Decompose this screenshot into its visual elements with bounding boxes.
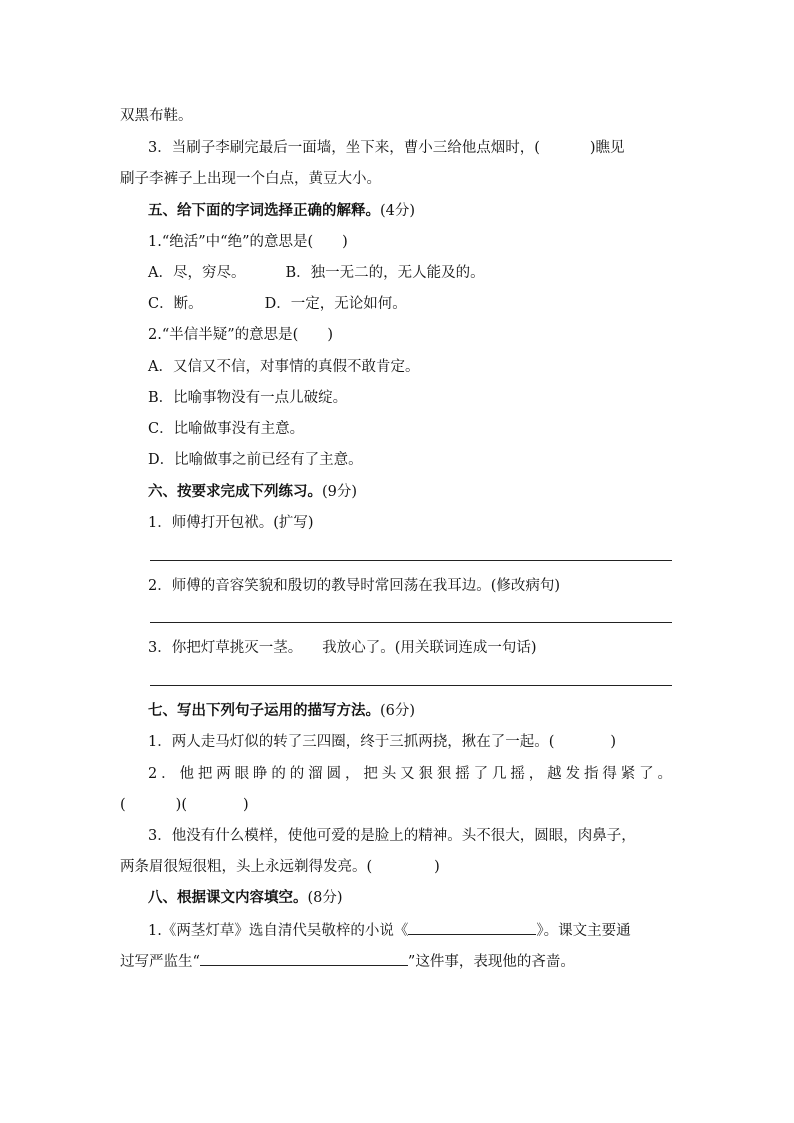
question-6-2: 2．师傅的音容笑貌和殷切的教导时常回荡在我耳边。(修改病句) [148, 578, 561, 594]
question-text: ( [181, 797, 188, 813]
option-b: B．独一无二的，无人能及的。 [285, 265, 485, 281]
question-5-1-options-cd [148, 294, 708, 314]
question-text: 1.《两茎灯草》选自清代吴敬梓的小说《 [148, 923, 409, 939]
section-5-heading [148, 201, 708, 221]
section-title: 五、给下面的字词选择正确的解释。 [148, 202, 380, 219]
section-7-heading [148, 701, 708, 721]
answer-line[interactable] [150, 685, 672, 686]
question-7-2-blanks [120, 795, 680, 815]
answer-line[interactable] [150, 622, 672, 623]
question-text: 》。课文主要通 [536, 923, 631, 939]
question-text: ) [434, 859, 440, 875]
question-8-1-line-1 [148, 920, 708, 941]
question-6-1: 1．师傅打开包袱。(扩写) [148, 515, 314, 531]
question-text: 3．当刷子李刷完最后一面墙，坐下来，曹小三给他点烟时，( [148, 140, 540, 156]
section-6-heading [148, 482, 708, 502]
option-a: A．尽，穷尽。 [148, 265, 246, 281]
option-d: D．比喻做事之前已经有了主意。 [148, 452, 363, 468]
question-7-3-line-1: 3．他没有什么模样，使他可爱的是脸上的精神。头不很大，圆眼，肉鼻子， [148, 828, 636, 844]
question-4-3-line-2: 刷子李裤子上出现一个白点，黄豆大小。 [120, 171, 381, 187]
question-text: 3．你把灯草挑灭一茎。 [148, 640, 303, 656]
section-points: (4分) [380, 203, 416, 219]
question-5-2: 2.“半信半疑”的意思是( ) [148, 327, 333, 343]
question-text: ) [610, 734, 617, 750]
option-b: B．比喻事物没有一点儿破绽。 [148, 390, 348, 406]
question-6-3 [148, 638, 708, 658]
continued-text: 双黑布鞋。 [120, 108, 193, 124]
answer-blank[interactable] [200, 951, 408, 966]
option-d: D．一定，无论如何。 [264, 296, 407, 312]
answer-line[interactable] [150, 560, 672, 561]
question-text: ( [120, 797, 126, 813]
question-text: ) [243, 797, 249, 813]
question-7-2: 2．他把两眼睁的的溜圆，把头又狠狠摇了几摇，越发指得紧了。 [148, 766, 672, 782]
question-7-3-line-2 [120, 857, 680, 877]
question-text: 两条眉很短很粗，头上永远剃得发亮。( [120, 859, 373, 875]
question-4-3-line-1 [148, 138, 708, 158]
section-8-heading [148, 888, 708, 908]
section-title: 六、按要求完成下列练习。 [148, 483, 322, 500]
question-text: 1．两人走马灯似的转了三四圈，终于三抓两挠，揪在了一起。( [148, 734, 555, 750]
question-text: ) [175, 797, 182, 813]
section-points: (9分) [322, 484, 358, 500]
option-c: C．比喻做事没有主意。 [148, 421, 305, 437]
section-points: (6分) [380, 703, 416, 719]
option-c: C．断。 [148, 296, 203, 312]
question-8-1-line-2 [120, 951, 680, 972]
section-points: (8分) [307, 890, 343, 906]
question-text: 我放心了。(用关联词连成一句话) [322, 640, 537, 656]
question-text: 过写严监生“ [120, 954, 200, 970]
question-7-1 [148, 732, 708, 752]
option-a: A．又信又不信，对事情的真假不敢肯定。 [148, 359, 420, 375]
question-text: )瞧见 [589, 140, 625, 156]
section-title: 七、写出下列句子运用的描写方法。 [148, 702, 380, 719]
section-title: 八、根据课文内容填空。 [148, 889, 308, 906]
answer-blank[interactable] [408, 920, 536, 935]
question-5-1: 1.“绝活”中“绝”的意思是( ) [148, 234, 348, 250]
question-text: ”这件事，表现他的吝啬。 [407, 954, 575, 970]
question-5-1-options-ab [148, 263, 708, 283]
